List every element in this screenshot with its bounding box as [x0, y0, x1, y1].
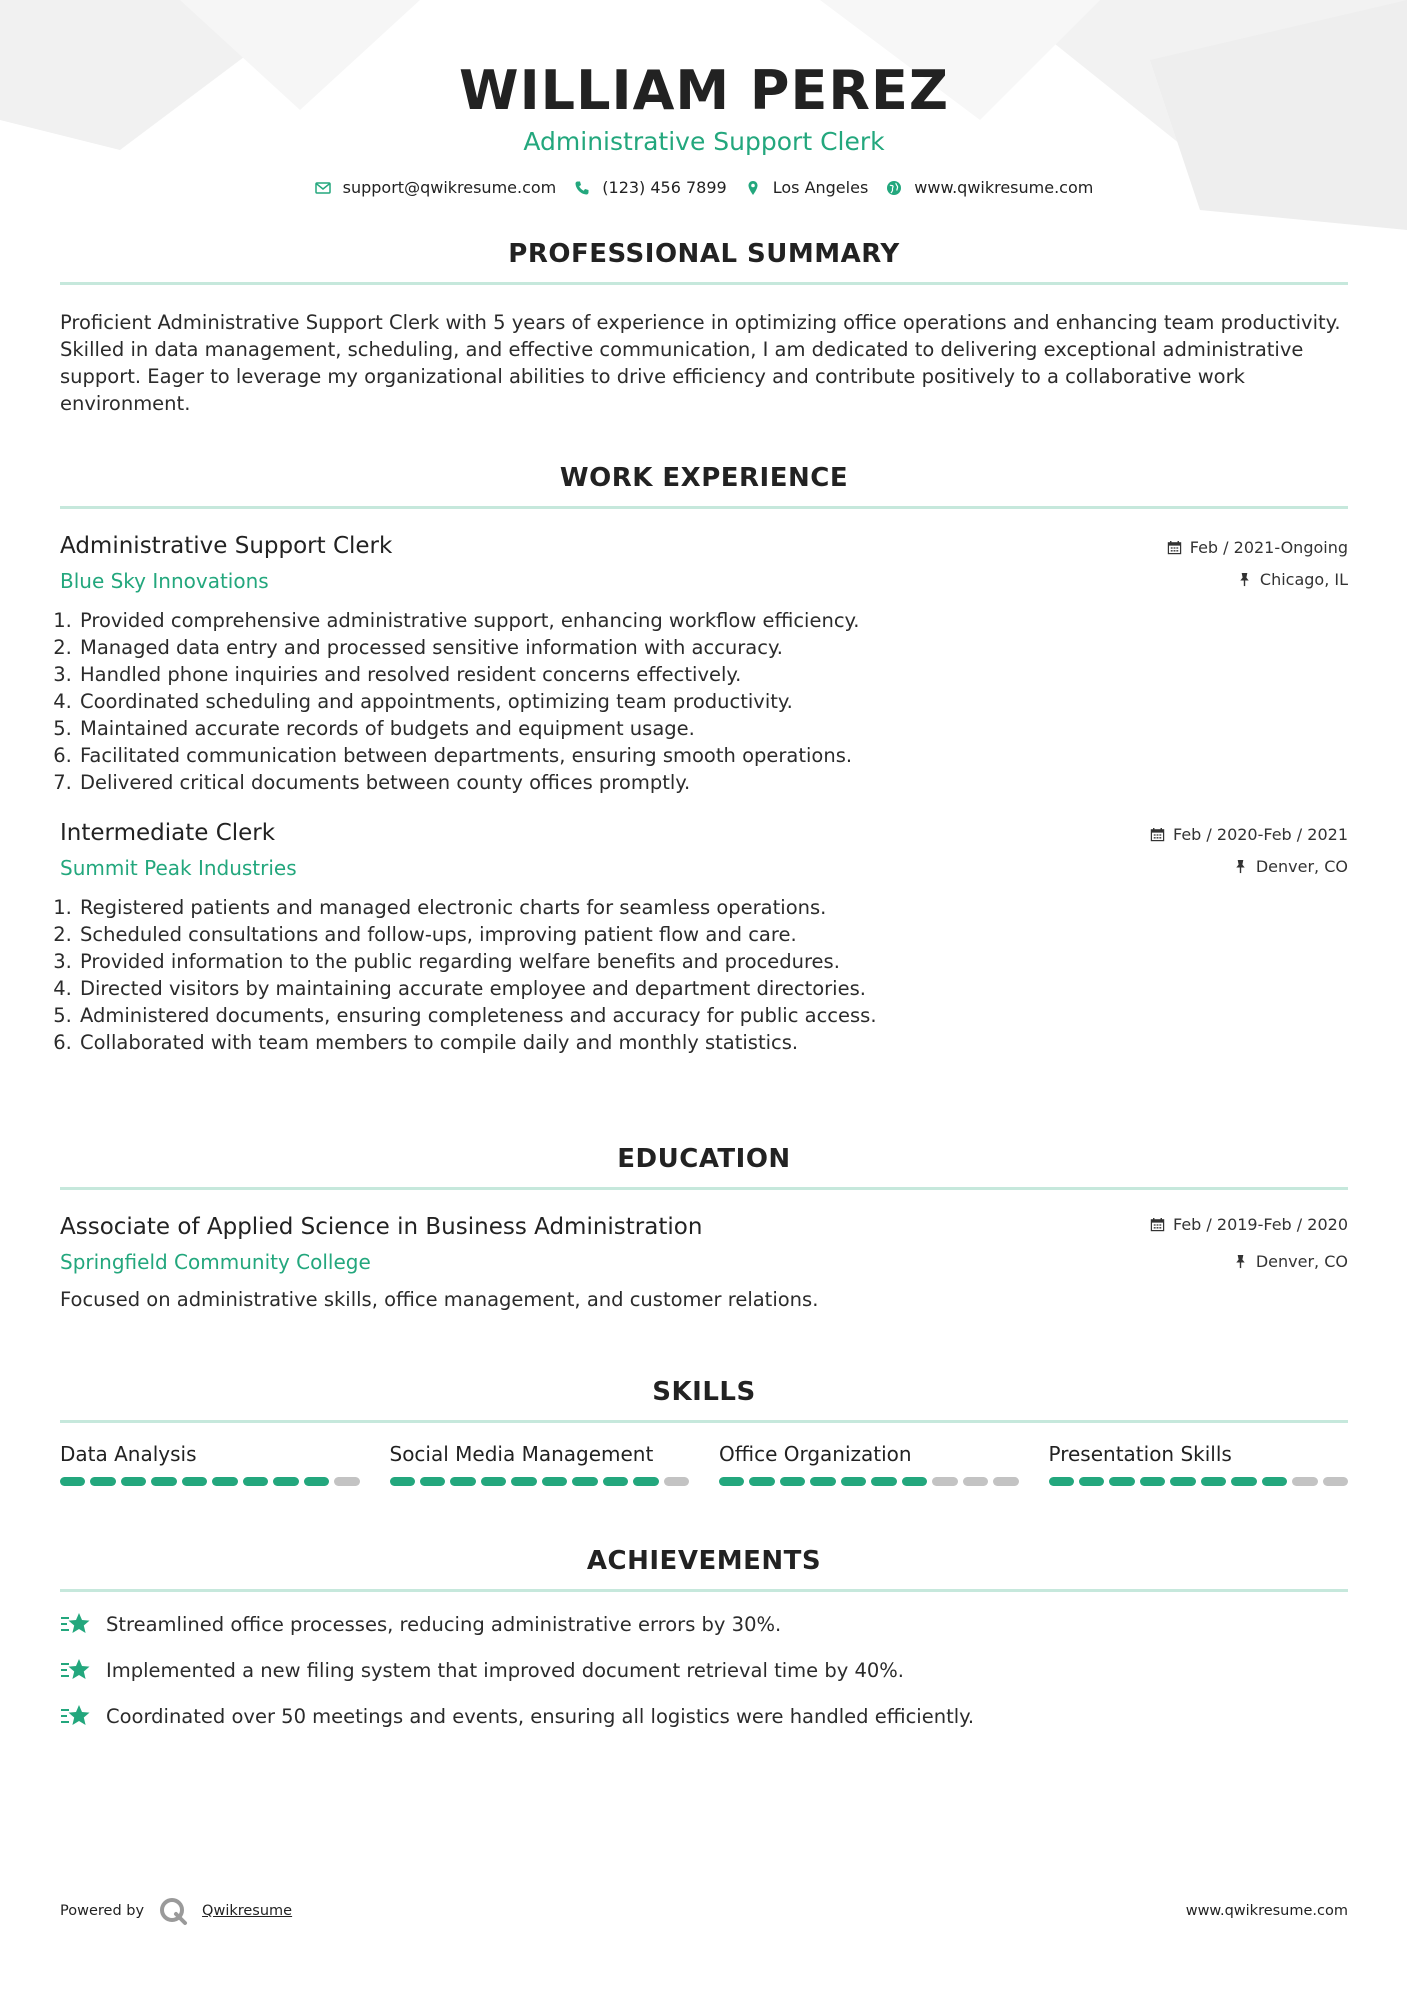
map-marker-icon: [745, 180, 761, 196]
skill-name: Social Media Management: [389, 1442, 654, 1466]
achievements-section: [60, 1545, 1348, 1730]
section-divider: [60, 1589, 1348, 1592]
skill-segment-empty: [963, 1477, 988, 1486]
summary-text: Proficient Administrative Support Clerk with 5 years of experience in optimizing office operations and enhancing team productivity. Skilled in data management, scheduling, and effective communication, I am dedicated to delivering exceptional administrative support. Eager to leverage my organizational abilities to drive efficiency and contribute positively to a collaborative work environment.: [60, 311, 1341, 415]
contact-location: [745, 178, 869, 197]
skill-segment-filled: [304, 1477, 329, 1486]
qwikresume-logo-icon: [158, 1896, 188, 1926]
calendar-icon: [1150, 1217, 1165, 1232]
achievement-item: [60, 1610, 1348, 1638]
education-heading: EDUCATION: [617, 1144, 791, 1174]
skill-segment-filled: [542, 1477, 567, 1486]
summary-section: [60, 238, 1348, 417]
education-meta: [1150, 1212, 1348, 1273]
skill-segment-filled: [1079, 1477, 1104, 1486]
experience-heading: WORK EXPERIENCE: [559, 463, 849, 493]
skill-segment-filled: [121, 1477, 146, 1486]
achievements-list: [60, 1610, 1348, 1730]
job-title: Intermediate Clerk: [60, 820, 276, 846]
achievement-text: Coordinated over 50 meetings and events, ensuring all logistics were handled efficiently.: [106, 1704, 975, 1728]
list-item: 2. Scheduled consultations and follow-ups, improving patient flow and care.: [78, 921, 1348, 948]
pushpin-icon: [1233, 1254, 1248, 1269]
list-item: 7. Delivered critical documents between county offices promptly.: [78, 769, 1348, 796]
section-divider: [60, 1187, 1348, 1190]
education-location: Denver, CO: [1255, 1251, 1348, 1271]
list-item: 2. Managed data entry and processed sensitive information with accuracy.: [78, 634, 1348, 661]
skill-level-bar: [719, 1477, 1019, 1486]
skill-name: Presentation Skills: [1048, 1442, 1232, 1466]
skill-segment-filled: [481, 1477, 506, 1486]
job-entry: [60, 818, 1348, 1056]
skill-segment-empty: [1323, 1477, 1348, 1486]
skill-segment-filled: [780, 1477, 805, 1486]
skills-heading: SKILLS: [652, 1377, 756, 1407]
candidate-name: WILLIAM PEREZ: [459, 59, 949, 122]
list-item: 5. Administered documents, ensuring completeness and accuracy for public access.: [78, 1002, 1348, 1029]
skill-segment-filled: [90, 1477, 115, 1486]
skill-item: [1049, 1441, 1349, 1486]
skill-segment-filled: [1109, 1477, 1134, 1486]
skill-segment-filled: [810, 1477, 835, 1486]
skills-section: [60, 1376, 1348, 1486]
skill-segment-filled: [1262, 1477, 1287, 1486]
list-item: 3. Handled phone inquiries and resolved resident concerns effectively.: [78, 661, 1348, 688]
list-item: 4. Coordinated scheduling and appointments, optimizing team productivity.: [78, 688, 1348, 715]
skill-segment-filled: [871, 1477, 896, 1486]
education-section: [60, 1143, 1348, 1313]
education-description: Focused on administrative skills, office management, and customer relations.: [60, 1288, 819, 1311]
job-dates: Feb / 2021-Ongoing: [1189, 537, 1348, 557]
job-meta: [1150, 822, 1348, 878]
phone-icon: [574, 180, 590, 196]
list-item: 4. Directed visitors by maintaining accurate employee and department directories.: [78, 975, 1348, 1002]
skill-segment-filled: [212, 1477, 237, 1486]
job-location: Chicago, IL: [1259, 569, 1348, 589]
duties-list: [60, 607, 1348, 796]
phone-text: (123) 456 7899: [602, 178, 727, 197]
achievement-text: Implemented a new filing system that improved document retrieval time by 40%.: [106, 1658, 904, 1682]
list-item: 5. Maintained accurate records of budgets and equipment usage.: [78, 715, 1348, 742]
list-item: 1. Provided comprehensive administrative support, enhancing workflow efficiency.: [78, 607, 1348, 634]
company-name: Summit Peak Industries: [60, 856, 297, 880]
degree-title: Associate of Applied Science in Business Administration: [60, 1214, 703, 1240]
section-divider: [60, 282, 1348, 285]
company-name: Blue Sky Innovations: [60, 569, 269, 593]
contact-phone[interactable]: [574, 178, 726, 197]
skill-level-bar: [390, 1477, 690, 1486]
list-item: 1. Registered patients and managed electronic charts for seamless operations.: [78, 894, 1348, 921]
section-divider: [60, 1420, 1348, 1423]
location-text: Los Angeles: [772, 178, 869, 197]
candidate-role: Administrative Support Clerk: [523, 127, 885, 156]
pushpin-icon: [1237, 572, 1252, 587]
skill-level-bar: [60, 1477, 360, 1486]
skill-segment-filled: [243, 1477, 268, 1486]
contact-email[interactable]: [315, 178, 557, 197]
education-entry: [60, 1212, 1348, 1313]
skill-segment-filled: [749, 1477, 774, 1486]
skill-segment-filled: [450, 1477, 475, 1486]
star-icon: [60, 1656, 92, 1684]
list-item: 6. Facilitated communication between departments, ensuring smooth operations.: [78, 742, 1348, 769]
email-text: support@qwikresume.com: [342, 178, 557, 197]
education-dates: Feb / 2019-Feb / 2020: [1173, 1214, 1348, 1234]
skill-name: Office Organization: [719, 1442, 912, 1466]
resume-header: [60, 0, 1348, 197]
star-icon: [60, 1702, 92, 1730]
skill-segment-filled: [572, 1477, 597, 1486]
skill-segment-filled: [603, 1477, 628, 1486]
skill-segment-empty: [932, 1477, 957, 1486]
resume-page: [60, 0, 1348, 1728]
powered-by: [60, 1896, 292, 1926]
skill-segment-filled: [1140, 1477, 1165, 1486]
skill-segment-filled: [151, 1477, 176, 1486]
skill-segment-empty: [664, 1477, 689, 1486]
star-icon: [60, 1610, 92, 1638]
experience-section: [60, 462, 1348, 1056]
summary-heading: PROFESSIONAL SUMMARY: [508, 239, 900, 269]
skill-segment-filled: [1170, 1477, 1195, 1486]
skill-segment-filled: [902, 1477, 927, 1486]
list-item: 6. Collaborated with team members to compile daily and monthly statistics.: [78, 1029, 1348, 1056]
skill-segment-empty: [334, 1477, 359, 1486]
skill-item: [60, 1441, 360, 1486]
job-location: Denver, CO: [1255, 856, 1348, 876]
website-text: www.qwikresume.com: [914, 178, 1094, 197]
contact-bar: [60, 178, 1348, 197]
skill-segment-filled: [841, 1477, 866, 1486]
powered-by-label: Powered by: [60, 1903, 145, 1919]
job-dates: Feb / 2020-Feb / 2021: [1173, 824, 1348, 844]
achievement-text: Streamlined office processes, reducing administrative errors by 30%.: [106, 1612, 782, 1636]
skill-segment-filled: [1201, 1477, 1226, 1486]
job-entry: [60, 531, 1348, 796]
section-divider: [60, 506, 1348, 509]
skill-level-bar: [1049, 1477, 1349, 1486]
skill-segment-filled: [511, 1477, 536, 1486]
calendar-icon: [1167, 540, 1182, 555]
job-meta: [1167, 535, 1348, 591]
school-name: Springfield Community College: [60, 1250, 371, 1274]
achievement-item: [60, 1656, 1348, 1684]
skill-segment-filled: [60, 1477, 85, 1486]
skills-list: [60, 1441, 1348, 1486]
skill-segment-filled: [390, 1477, 415, 1486]
skill-segment-filled: [420, 1477, 445, 1486]
footer-website[interactable]: www.qwikresume.com: [1185, 1903, 1348, 1919]
skill-name: Data Analysis: [60, 1442, 197, 1466]
contact-website[interactable]: [886, 178, 1093, 197]
job-title: Administrative Support Clerk: [60, 533, 393, 559]
page-footer: [60, 1896, 1348, 1926]
skill-segment-filled: [719, 1477, 744, 1486]
envelope-icon: [315, 180, 331, 196]
achievements-heading: ACHIEVEMENTS: [586, 1546, 822, 1576]
skill-item: [390, 1441, 690, 1486]
list-item: 3. Provided information to the public regarding welfare benefits and procedures.: [78, 948, 1348, 975]
achievement-item: [60, 1702, 1348, 1730]
skill-segment-filled: [1049, 1477, 1074, 1486]
skill-item: [719, 1441, 1019, 1486]
skill-segment-filled: [273, 1477, 298, 1486]
skill-segment-empty: [993, 1477, 1018, 1486]
skill-segment-filled: [182, 1477, 207, 1486]
skill-segment-filled: [1231, 1477, 1256, 1486]
calendar-icon: [1150, 827, 1165, 842]
skill-segment-filled: [633, 1477, 658, 1486]
duties-list: [60, 894, 1348, 1056]
pushpin-icon: [1233, 859, 1248, 874]
qwikresume-link[interactable]: Qwikresume: [202, 1903, 293, 1919]
skill-segment-empty: [1292, 1477, 1317, 1486]
globe-icon: [886, 180, 902, 196]
